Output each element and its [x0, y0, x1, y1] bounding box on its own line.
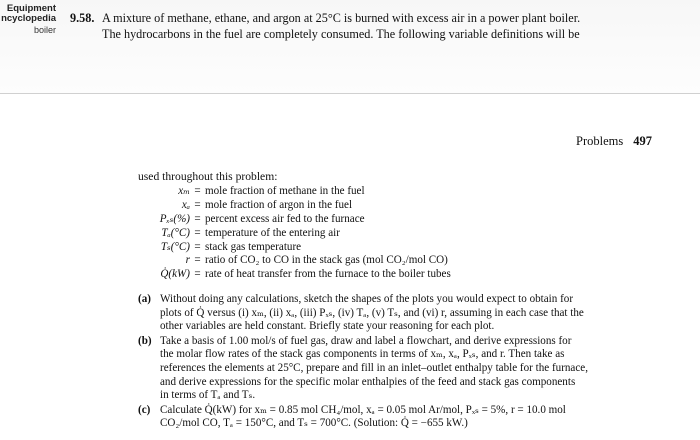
part-line: CO₂/mol CO, Tₐ = 150°C, and Tₛ = 700°C. (Solution: Q̇ = −655 kW.) — [160, 417, 468, 430]
part-line: other variables are held constant. Briefly state your reasoning for each plot. — [160, 320, 495, 333]
page-header — [540, 134, 652, 149]
part-label: (a) — [138, 293, 151, 305]
part-line: in terms of Tₐ and Tₛ. — [160, 389, 256, 402]
definition-row — [138, 213, 451, 227]
definition-row — [138, 199, 451, 213]
definition-text: rate of heat transfer from the furnace to the boiler tubes — [205, 268, 451, 281]
definition-text: mole fraction of argon in the fuel — [205, 198, 353, 211]
sidebar-label-equipment: Equipment — [6, 3, 56, 14]
equals-sign: = — [194, 226, 201, 239]
part-line: references the elements at 25°C, prepare and fill in an inlet–outlet enthalpy table for the furnace, — [160, 361, 588, 374]
part-a — [138, 293, 658, 334]
definition-symbol: Tₐ(°C) — [161, 226, 190, 239]
definition-text: ratio of CO₂ to CO in the stack gas (mol CO₂/mol CO) — [205, 254, 448, 267]
definition-row — [138, 241, 451, 255]
sidebar-label-boiler: boiler — [33, 25, 56, 35]
equals-sign: = — [194, 268, 201, 281]
definition-symbol: xₐ — [181, 198, 190, 211]
definition-symbol: Q̇(kW) — [160, 268, 190, 281]
definition-symbol: Pₓₛ(%) — [159, 212, 190, 225]
definition-symbol: r — [185, 254, 190, 267]
part-c — [138, 404, 658, 431]
definition-row — [138, 185, 451, 199]
equals-sign: = — [194, 254, 201, 267]
problem-number: 9.58. — [70, 11, 95, 25]
equals-sign: = — [194, 198, 201, 211]
problem-line: A mixture of methane, ethane, and argon at 25°C is burned with excess air in a power plant boiler. — [102, 11, 581, 25]
part-b — [138, 335, 658, 403]
definition-text: temperature of the entering air — [205, 226, 340, 239]
intro-text: used throughout this problem: — [138, 170, 278, 183]
definition-symbol: xₘ — [178, 185, 190, 197]
equals-sign: = — [194, 185, 201, 197]
part-line: plots of Q̇ versus (i) xₘ, (ii) xₐ, (iii) Pₓₛ, (iv) Tₐ, (v) Tₛ, and (vi) r, assuming in each case that the — [160, 306, 584, 319]
part-line: the molar flow rates of the stack gas components in terms of xₘ, xₐ, Pₓₛ, and r. Then take as — [160, 348, 565, 361]
definition-text: mole fraction of methane in the fuel — [205, 185, 365, 197]
bottom-fade — [0, 432, 700, 440]
sidebar-label-encyclopedia: ncyclopedia — [1, 13, 56, 24]
part-line: Calculate Q̇(kW) for xₘ = 0.85 mol CH₄/mol, xₐ = 0.05 mol Ar/mol, Pₓₛ = 5%, r = 10.0 mol — [160, 403, 566, 416]
definition-row — [138, 268, 451, 282]
part-line: and derive expressions for the specific molar enthalpies of the feed and stack gas components — [160, 375, 576, 388]
equals-sign: = — [194, 240, 201, 253]
part-label: (b) — [138, 334, 152, 347]
problem-parts — [138, 293, 658, 432]
definition-row — [138, 254, 451, 268]
part-label: (c) — [138, 403, 151, 416]
part-line: Take a basis of 1.00 mol/s of fuel gas, draw and label a flowchart, and derive expressions for — [160, 334, 572, 347]
equipment-encyclopedia-sidebar — [0, 4, 56, 36]
page-number: 497 — [633, 134, 652, 148]
running-head-label: Problems — [576, 134, 624, 148]
definitions-list — [138, 185, 451, 282]
definition-text: stack gas temperature — [205, 240, 302, 253]
equals-sign: = — [194, 212, 201, 225]
definition-row — [138, 227, 451, 241]
problem-statement — [70, 11, 690, 42]
part-line: Without doing any calculations, sketch the shapes of the plots you would expect to obtain for — [160, 293, 574, 305]
problem-line: The hydrocarbons in the fuel are completely consumed. The following variable definitions will be — [102, 26, 580, 41]
definition-text: percent excess air fed to the furnace — [205, 212, 365, 225]
definition-symbol: Tₛ(°C) — [160, 240, 190, 253]
